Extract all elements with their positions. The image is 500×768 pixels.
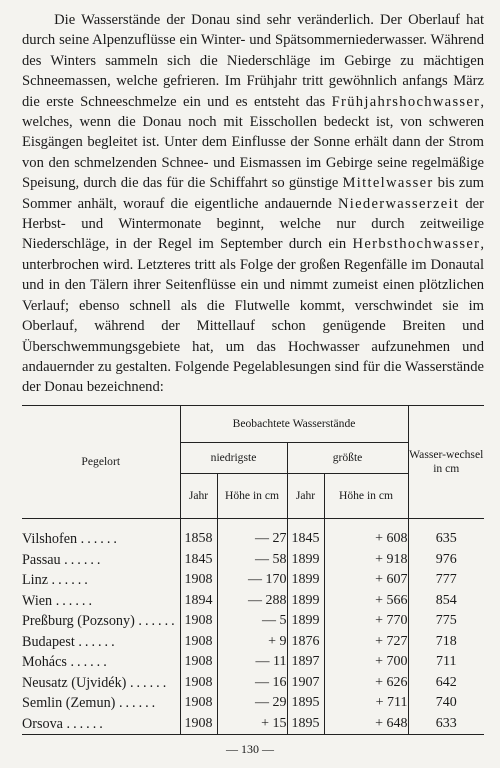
low-year-cell: 1908 xyxy=(180,714,217,735)
text-run: , unterbrochen wird. Letzteres tritt als Folge der großen Regenfälle im Donautal und in den Tälern ihrer Seitenflüsse ein und nimmt zumeist einen plötzlichen Verlauf; ebenso schnell als die Flutwelle kommt, verschwindet sie im Oberlauf, während der Mittellauf schon genügende Breiten und Überschwemmungsgebiete hat, um das Hochwasser aufzunehmen und andauernder zu gestalten. Folgende Pegelablesungen sind für die Wasserstände der Donau bezeichnend: xyxy=(22,236,484,396)
high-height-cell: + 700 xyxy=(324,652,408,673)
emphasized-term: Mittelwasser xyxy=(342,175,434,192)
low-year-cell: 1858 xyxy=(180,529,217,550)
leader-dots: ...... xyxy=(118,695,159,711)
leader-dots: ...... xyxy=(66,715,106,732)
water-level-table xyxy=(22,405,484,735)
high-year-cell: 1899 xyxy=(287,570,324,591)
place-name: Neusatz (Ujvidék) xyxy=(22,674,127,691)
table-row xyxy=(22,632,484,653)
leader-dots: ...... xyxy=(55,592,95,609)
body-paragraph xyxy=(22,10,484,398)
high-year-cell: 1899 xyxy=(287,550,324,571)
place-name: Vilshofen xyxy=(22,531,78,547)
place-cell xyxy=(22,714,180,735)
emphasized-term: Frühjahrshochwasser xyxy=(331,93,481,110)
high-year-cell: 1845 xyxy=(287,529,324,550)
leader-dots: ...... xyxy=(80,531,120,547)
col-header-hoehe-low: Höhe in cm xyxy=(217,474,287,519)
leader-dots: ...... xyxy=(138,613,178,629)
low-height-cell: + 15 xyxy=(217,714,287,735)
high-height-cell: + 648 xyxy=(324,714,408,735)
low-year-cell: 1908 xyxy=(180,693,217,714)
col-header-niedrigste: niedrigste xyxy=(180,443,287,474)
high-height-cell: + 607 xyxy=(324,570,408,591)
place-cell xyxy=(22,652,180,673)
leader-dots: ...... xyxy=(70,654,110,670)
low-year-cell: 1845 xyxy=(180,550,217,571)
change-cell: 854 xyxy=(435,592,457,608)
low-year-cell: 1894 xyxy=(180,591,217,612)
place-name: Preßburg (Pozsony) xyxy=(22,613,135,629)
table-row xyxy=(22,529,484,550)
table-row xyxy=(22,570,484,591)
low-height-cell: — 29 xyxy=(217,693,287,714)
col-header-groesste: größte xyxy=(287,443,408,474)
leader-dots: ...... xyxy=(64,551,104,568)
high-height-cell: + 626 xyxy=(324,673,408,694)
change-cell: 740 xyxy=(435,695,457,710)
place-cell xyxy=(22,693,180,714)
text-run: bis zum Sommer anhält, worauf die eigentliche andauernde xyxy=(22,175,484,212)
low-year-cell: 1908 xyxy=(180,611,217,632)
high-height-cell: + 770 xyxy=(324,611,408,632)
change-cell: 711 xyxy=(436,654,457,669)
high-year-cell: 1899 xyxy=(287,611,324,632)
low-height-cell: — 170 xyxy=(217,570,287,591)
low-height-cell: — 27 xyxy=(217,529,287,550)
high-year-cell: 1876 xyxy=(287,632,324,653)
col-header-hoehe-high: Höhe in cm xyxy=(324,474,408,519)
emphasized-term: Herbsthochwasser xyxy=(352,236,481,253)
place-cell xyxy=(22,632,180,653)
change-cell: 976 xyxy=(435,551,457,567)
low-height-cell: + 9 xyxy=(217,632,287,653)
place-name: Semlin (Zemun) xyxy=(22,695,116,711)
low-height-cell: — 58 xyxy=(217,550,287,571)
leader-dots: ...... xyxy=(51,572,91,588)
low-height-cell: — 5 xyxy=(217,611,287,632)
change-cell: 633 xyxy=(408,714,484,735)
high-year-cell: 1897 xyxy=(287,652,324,673)
high-height-cell: + 727 xyxy=(324,632,408,653)
col-header-pegelort: Pegelort xyxy=(22,406,180,519)
place-cell xyxy=(22,529,180,550)
table-row xyxy=(22,550,484,571)
col-header-wasserwechsel: Wasser-wechsel in cm xyxy=(408,406,484,519)
place-cell xyxy=(22,611,180,632)
high-year-cell: 1899 xyxy=(287,591,324,612)
change-cell: 718 xyxy=(435,633,457,649)
low-year-cell: 1908 xyxy=(180,673,217,694)
leader-dots: ...... xyxy=(129,674,170,691)
high-height-cell: + 918 xyxy=(324,550,408,571)
table-row xyxy=(22,673,484,694)
low-height-cell: — 288 xyxy=(217,591,287,612)
low-height-cell: — 11 xyxy=(217,652,287,673)
place-name: Orsova xyxy=(22,715,63,732)
leader-dots: ...... xyxy=(78,633,118,650)
place-cell xyxy=(22,570,180,591)
place-name: Mohács xyxy=(22,654,67,670)
low-year-cell: 1908 xyxy=(180,570,217,591)
table-row xyxy=(22,611,484,632)
high-year-cell: 1907 xyxy=(287,673,324,694)
table-row xyxy=(22,693,484,714)
col-header-jahr-low: Jahr xyxy=(180,474,217,519)
change-cell: 777 xyxy=(435,572,457,587)
high-height-cell: + 566 xyxy=(324,591,408,612)
text-run: der Herbst- und Wintermonate beginnt, welche nur durch zeitweilige Niederschläge, in der Regel im September durch ein xyxy=(22,195,484,253)
emphasized-term: Niederwasserzeit xyxy=(337,195,460,212)
high-year-cell: 1895 xyxy=(287,693,324,714)
low-year-cell: 1908 xyxy=(180,652,217,673)
table-row xyxy=(22,714,484,735)
table-row xyxy=(22,652,484,673)
place-name: Linz xyxy=(22,572,48,588)
place-name: Wien xyxy=(22,592,53,609)
col-header-beobachtete: Beobachtete Wasserstände xyxy=(180,406,408,443)
text-run: Die Wasserstände der Donau sind sehr veränderlich. Der Oberlauf hat durch seine Alpenzuflüsse ein Winter- und Spätsommerniederwasser. Während des Winters sammeln sich die Niederschläge im Gebirge zu mächtigen Schneemassen, welche gefrieren. Im Frühjahr tritt gewöhnlich anfangs März die erste Schneeschmelze ein und es entsteht das xyxy=(22,12,484,110)
low-year-cell: 1908 xyxy=(180,632,217,653)
text-run: , welches, wenn die Donau noch mit Eisschollen bedeckt ist, von schweren Eisgängen begleitet ist. Unter dem Einflusse der Sonne erhält dann der Strom von den schmelzenden Schnee- und Eismassen im Gebirge seine regelmäßige Speisung, durch die das für die Schiffahrt so günstige xyxy=(22,93,484,192)
high-height-cell: + 608 xyxy=(324,529,408,550)
place-name: Budapest xyxy=(22,633,75,650)
high-height-cell: + 711 xyxy=(324,693,408,714)
change-cell: 642 xyxy=(435,674,457,690)
change-cell: 635 xyxy=(435,531,457,546)
table-row xyxy=(22,591,484,612)
place-name: Passau xyxy=(22,551,61,568)
low-height-cell: — 16 xyxy=(217,673,287,694)
page-number: — 130 — xyxy=(226,742,274,756)
place-cell xyxy=(22,673,180,694)
high-year-cell: 1895 xyxy=(287,714,324,735)
table-body xyxy=(22,529,484,735)
col-header-jahr-high: Jahr xyxy=(287,474,324,519)
place-cell xyxy=(22,550,180,571)
change-cell: 775 xyxy=(435,613,457,628)
place-cell xyxy=(22,591,180,612)
